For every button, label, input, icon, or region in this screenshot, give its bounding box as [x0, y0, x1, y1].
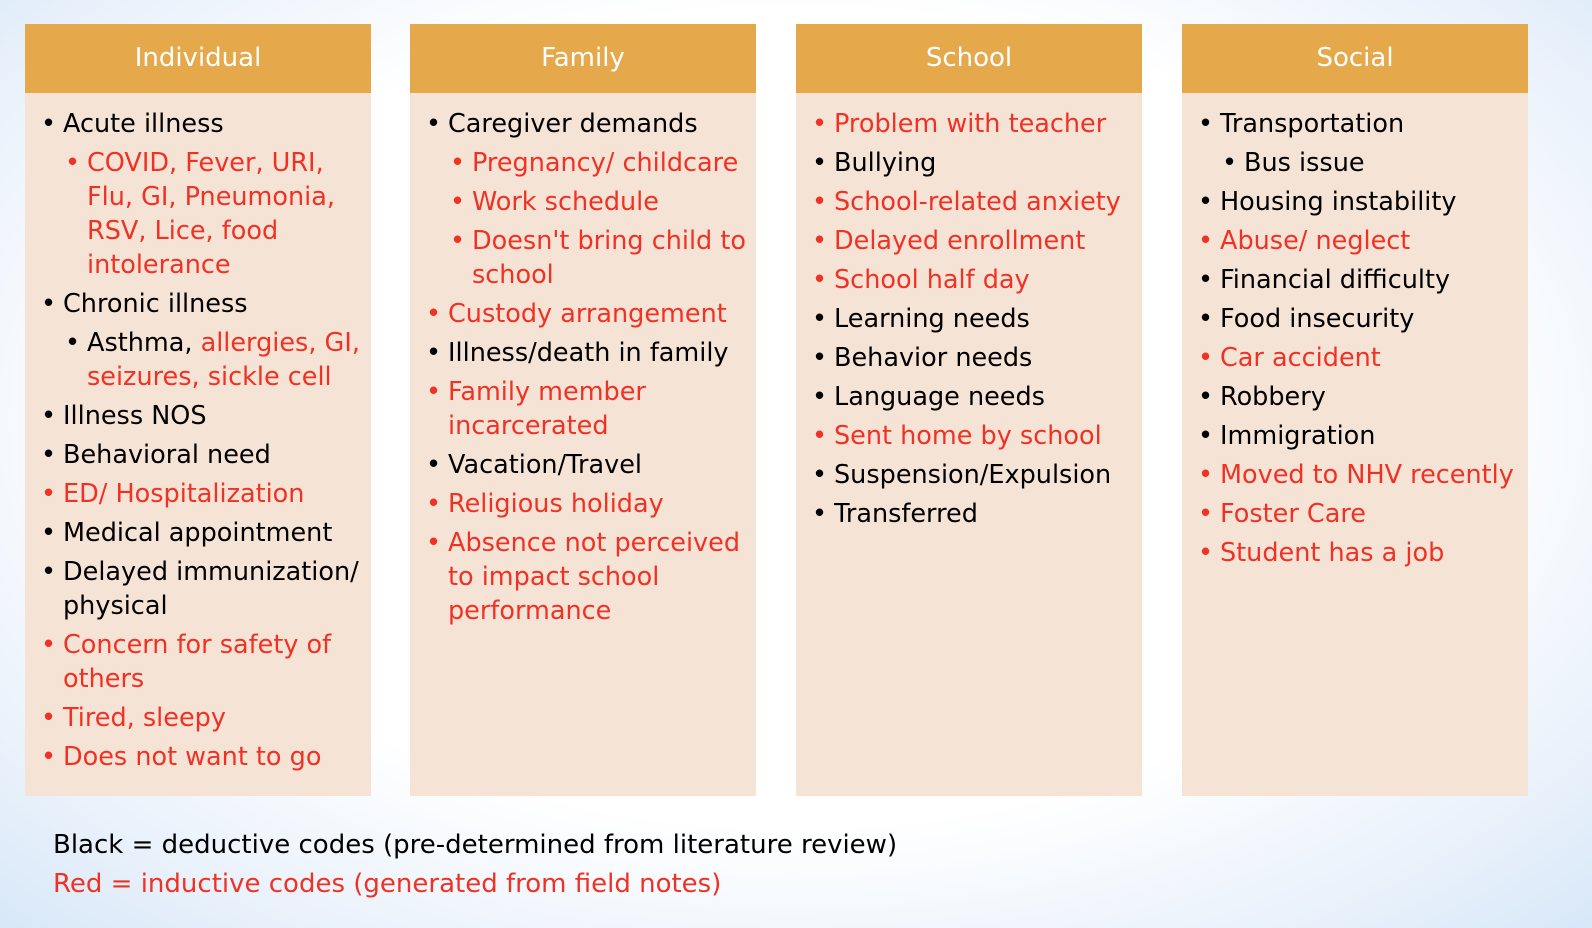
sub-item [450, 224, 746, 292]
list-item [41, 701, 361, 735]
code-text: Asthma, [87, 328, 201, 358]
list-item [1198, 341, 1518, 375]
bullet-icon: • [41, 109, 57, 139]
list-item [812, 458, 1132, 492]
sub-item [65, 326, 361, 394]
bullet-icon: • [812, 343, 828, 373]
list-item [426, 448, 746, 482]
list-item [426, 297, 746, 331]
code-text: allergies, GI, seizures, sickle cell [87, 328, 360, 392]
code-text: Behavior needs [834, 343, 1033, 373]
column-header: Social [1182, 24, 1528, 93]
list-item [41, 477, 361, 511]
list-item [1198, 107, 1518, 141]
list-item [1198, 419, 1518, 453]
code-text: Concern for safety of others [63, 630, 332, 694]
code-text: Absence not perceived to impact school performance [448, 528, 741, 626]
code-text: Medical appointment [63, 518, 333, 548]
code-text: Illness NOS [63, 401, 207, 431]
list-item [1198, 380, 1518, 414]
legend [53, 826, 897, 904]
bullet-icon: • [41, 289, 57, 319]
list-item [41, 555, 361, 623]
column-header: Family [410, 24, 756, 93]
bullet-icon: • [426, 528, 442, 558]
list-item [426, 336, 746, 370]
bullet-icon: • [1198, 382, 1214, 412]
code-text: Transportation [1220, 109, 1405, 139]
code-text: Abuse/ neglect [1220, 226, 1411, 256]
code-text: Suspension/Expulsion [834, 460, 1112, 490]
list-item [1198, 458, 1518, 492]
list-item [812, 419, 1132, 453]
bullet-icon: • [812, 499, 828, 529]
bullet-icon: • [450, 148, 466, 178]
code-text: Learning needs [834, 304, 1030, 334]
list-item [41, 287, 361, 321]
column-list [25, 93, 371, 774]
code-text: Problem with teacher [834, 109, 1107, 139]
code-text: Vacation/Travel [448, 450, 642, 480]
code-text: Does not want to go [63, 742, 322, 772]
bullet-icon: • [426, 109, 442, 139]
bullet-icon: • [41, 630, 57, 660]
bullet-icon: • [426, 338, 442, 368]
sub-item [1222, 146, 1518, 180]
list-item [1198, 536, 1518, 570]
code-text: Car accident [1220, 343, 1381, 373]
bullet-icon: • [1198, 421, 1214, 451]
list-item [426, 107, 746, 141]
bullet-icon: • [812, 226, 828, 256]
bullet-icon: • [41, 518, 57, 548]
bullet-icon: • [426, 450, 442, 480]
code-text: Chronic illness [63, 289, 248, 319]
sub-item [450, 146, 746, 180]
bullet-icon: • [1198, 226, 1214, 256]
code-text: Bullying [834, 148, 937, 178]
code-text: Doesn't bring child to school [472, 226, 746, 290]
code-text: Bus issue [1244, 148, 1365, 178]
list-item [812, 146, 1132, 180]
list-item [426, 526, 746, 628]
bullet-icon: • [1198, 499, 1214, 529]
list-item [812, 224, 1132, 258]
column-header: Individual [25, 24, 371, 93]
code-text: Housing instability [1220, 187, 1457, 217]
list-item [812, 107, 1132, 141]
code-text: Food insecurity [1220, 304, 1415, 334]
code-text: Caregiver demands [448, 109, 698, 139]
list-item [41, 516, 361, 550]
code-text: Acute illness [63, 109, 224, 139]
list-item [812, 380, 1132, 414]
bullet-icon: • [1222, 148, 1238, 178]
bullet-icon: • [1198, 460, 1214, 490]
list-item [812, 341, 1132, 375]
code-text: COVID, Fever, URI, Flu, GI, Pneumonia, RSV, Lice, food intolerance [87, 148, 335, 280]
bullet-icon: • [812, 265, 828, 295]
bullet-icon: • [41, 703, 57, 733]
list-item [1198, 302, 1518, 336]
code-text: Immigration [1220, 421, 1376, 451]
list-item [1198, 185, 1518, 219]
list-item [812, 497, 1132, 531]
list-item [1198, 497, 1518, 531]
legend-deductive: Black = deductive codes (pre-determined from literature review) [53, 830, 898, 860]
code-text: Moved to NHV recently [1220, 460, 1514, 490]
code-text: Pregnancy/ childcare [472, 148, 739, 178]
code-text: Illness/death in family [448, 338, 729, 368]
bullet-icon: • [65, 148, 81, 178]
legend-inductive: Red = inductive codes (generated from field notes) [53, 869, 722, 899]
bullet-icon: • [41, 742, 57, 772]
code-text: Financial difficulty [1220, 265, 1451, 295]
code-text: Delayed immunization/ physical [63, 557, 359, 621]
bullet-icon: • [426, 299, 442, 329]
bullet-icon: • [41, 440, 57, 470]
code-text: School-related anxiety [834, 187, 1121, 217]
list-item [812, 263, 1132, 297]
bullet-icon: • [450, 226, 466, 256]
bullet-icon: • [1198, 304, 1214, 334]
bullet-icon: • [812, 421, 828, 451]
bullet-icon: • [426, 489, 442, 519]
code-text: Custody arrangement [448, 299, 727, 329]
list-item [426, 375, 746, 443]
column-header: School [796, 24, 1142, 93]
list-item [41, 628, 361, 696]
sub-item [65, 146, 361, 282]
column-list [410, 93, 756, 628]
column-list [1182, 93, 1528, 570]
code-text: Behavioral need [63, 440, 271, 470]
list-item [426, 487, 746, 521]
code-text: Tired, sleepy [63, 703, 226, 733]
bullet-icon: • [812, 109, 828, 139]
code-text: Religious holiday [448, 489, 664, 519]
code-text: Language needs [834, 382, 1045, 412]
column-individual [25, 24, 371, 796]
bullet-icon: • [812, 148, 828, 178]
code-text: Transferred [834, 499, 978, 529]
code-text: Work schedule [472, 187, 659, 217]
bullet-icon: • [812, 460, 828, 490]
list-item [41, 107, 361, 141]
bullet-icon: • [1198, 265, 1214, 295]
bullet-icon: • [812, 382, 828, 412]
bullet-icon: • [1198, 187, 1214, 217]
bullet-icon: • [812, 304, 828, 334]
bullet-icon: • [812, 187, 828, 217]
bullet-icon: • [450, 187, 466, 217]
column-family [410, 24, 756, 796]
bullet-icon: • [1198, 538, 1214, 568]
code-text: School half day [834, 265, 1030, 295]
bullet-icon: • [41, 479, 57, 509]
list-item [1198, 224, 1518, 258]
code-text: Sent home by school [834, 421, 1102, 451]
column-list [796, 93, 1142, 531]
list-item [41, 740, 361, 774]
column-school [796, 24, 1142, 796]
code-text: Delayed enrollment [834, 226, 1086, 256]
code-text: ED/ Hospitalization [63, 479, 305, 509]
bullet-icon: • [41, 557, 57, 587]
bullet-icon: • [41, 401, 57, 431]
list-item [41, 399, 361, 433]
sub-item [450, 185, 746, 219]
column-social [1182, 24, 1528, 796]
code-text: Foster Care [1220, 499, 1366, 529]
bullet-icon: • [1198, 343, 1214, 373]
list-item [41, 438, 361, 472]
list-item [812, 302, 1132, 336]
bullet-icon: • [1198, 109, 1214, 139]
bullet-icon: • [65, 328, 81, 358]
code-text: Family member incarcerated [448, 377, 646, 441]
list-item [1198, 263, 1518, 297]
list-item [812, 185, 1132, 219]
code-text: Robbery [1220, 382, 1326, 412]
code-text: Student has a job [1220, 538, 1445, 568]
bullet-icon: • [426, 377, 442, 407]
